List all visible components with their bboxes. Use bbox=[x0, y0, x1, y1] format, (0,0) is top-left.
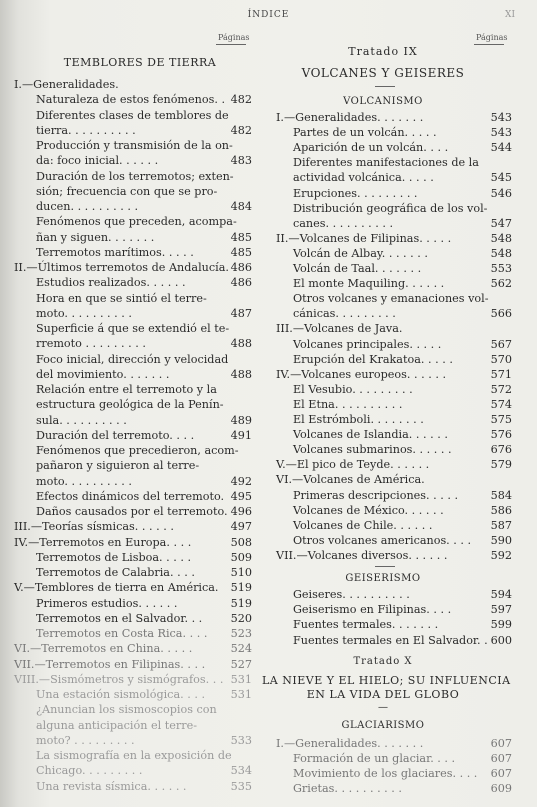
toc-entry-label: Naturaleza de estos fenómenos. . bbox=[36, 93, 226, 107]
toc-entry bbox=[36, 688, 252, 701]
section-title-temblores: TEMBLORES DE TIERRA bbox=[63, 56, 217, 69]
toc-entry bbox=[293, 428, 512, 441]
toc-entry bbox=[276, 458, 512, 471]
toc-entry-label: Geiseres. . . . . . . . . . bbox=[293, 588, 410, 601]
toc-entry-label: Volcanes submarinos. . . . . . bbox=[293, 443, 452, 457]
toc-entry bbox=[293, 292, 512, 305]
running-header-title: ÍNDICE bbox=[247, 10, 290, 20]
toc-entry-page: 571 bbox=[490, 367, 512, 381]
toc-entry-label: Chicago. . . . . . . . . bbox=[36, 764, 143, 778]
toc-entry-page: 485 bbox=[230, 230, 252, 244]
toc-entry-page: 600 bbox=[490, 633, 512, 647]
toc-entry bbox=[36, 551, 252, 564]
toc-entry bbox=[36, 170, 252, 183]
toc-entry-page: 597 bbox=[490, 603, 512, 617]
toc-entry-page: 534 bbox=[230, 764, 252, 778]
toc-entry-label: I.—Generalidades. bbox=[14, 78, 119, 91]
toc-entry bbox=[36, 139, 252, 152]
toc-entry-label: Fuentes termales en El Salvador. . bbox=[293, 633, 488, 647]
toc-entry-label: moto? . . . . . . . . . bbox=[36, 733, 135, 747]
toc-entry-label: actividad volcánica. . . . . bbox=[293, 171, 434, 185]
toc-entry-label: rremoto . . . . . . . . . bbox=[36, 337, 146, 351]
toc-entry-page: 567 bbox=[490, 337, 512, 351]
toc-entry-page: 489 bbox=[230, 413, 252, 427]
toc-entry bbox=[293, 634, 512, 647]
toc-entry bbox=[36, 368, 252, 381]
toc-entry bbox=[276, 232, 512, 245]
toc-entry-page: 607 bbox=[490, 737, 512, 750]
toc-entry-page: 599 bbox=[490, 618, 512, 632]
toc-entry-page: 492 bbox=[230, 474, 252, 488]
toc-entry bbox=[36, 475, 252, 488]
toc-entry bbox=[14, 658, 252, 671]
toc-entry bbox=[293, 338, 512, 351]
toc-entry-label: Relación entre el terremoto y la bbox=[36, 383, 217, 396]
toc-entry-page: 592 bbox=[490, 548, 512, 562]
toc-entry-label: Duración de los terremotos; exten- bbox=[36, 169, 234, 183]
toc-entry bbox=[36, 597, 252, 610]
toc-entry-label: Volcán de Albay. . . . . . . bbox=[293, 246, 428, 260]
toc-entry bbox=[293, 307, 512, 320]
toc-entry-page: 485 bbox=[230, 245, 252, 259]
toc-entry-label: sula. . . . . . . . . . bbox=[36, 413, 127, 427]
toc-entry-page: 562 bbox=[490, 277, 512, 291]
toc-entry-label: Volcanes de Chile. . . . . . bbox=[293, 518, 433, 532]
toc-entry-page: 590 bbox=[490, 533, 512, 547]
toc-entry-page: 586 bbox=[490, 503, 512, 517]
toc-entry-label: La sismografía en la exposición de bbox=[36, 749, 232, 762]
toc-entry-label: Fenómenos que precedieron, acom- bbox=[36, 444, 239, 457]
toc-entry-label: Grietas. . . . . . . . . . bbox=[293, 782, 402, 795]
toc-entry bbox=[14, 536, 252, 549]
toc-entry-label: Volcán de Taal. . . . . . . bbox=[293, 262, 422, 275]
toc-entry bbox=[293, 247, 512, 260]
toc-entry-page: 575 bbox=[490, 413, 512, 426]
toc-entry bbox=[36, 764, 252, 777]
toc-entry-label: Primeros estudios. . . . . . bbox=[36, 596, 178, 610]
toc-entry-page: 607 bbox=[490, 752, 512, 765]
toc-entry-label: II.—Volcanes de Filipinas. . . . . bbox=[276, 231, 452, 245]
toc-entry-page: 572 bbox=[490, 382, 512, 396]
geiserismo-title: GEISERISMO bbox=[345, 573, 421, 584]
toc-entry bbox=[293, 767, 512, 780]
toc-entry bbox=[276, 737, 512, 750]
toc-entry-page: 545 bbox=[490, 171, 512, 185]
toc-entry-page: 543 bbox=[490, 126, 512, 140]
toc-entry bbox=[36, 200, 252, 213]
toc-entry bbox=[36, 383, 252, 396]
toc-entry-page: 484 bbox=[230, 200, 252, 213]
toc-entry-label: V.—El pico de Teyde. . . . . . bbox=[276, 458, 430, 472]
toc-entry-page: 533 bbox=[230, 733, 252, 747]
toc-entry bbox=[36, 627, 252, 640]
toc-entry bbox=[293, 383, 512, 396]
toc-entry-page: 587 bbox=[490, 518, 512, 532]
toc-entry-label: Daños causados por el terremoto. bbox=[36, 505, 228, 518]
toc-entry bbox=[36, 109, 252, 122]
toc-entry bbox=[293, 752, 512, 765]
toc-entry-label: Efectos dinámicos del terremoto. bbox=[36, 489, 225, 503]
toc-entry bbox=[36, 719, 252, 732]
toc-entry bbox=[293, 588, 512, 601]
toc-entry bbox=[14, 261, 252, 274]
toc-entry bbox=[293, 782, 512, 795]
toc-entry bbox=[36, 93, 252, 106]
toc-entry bbox=[293, 171, 512, 184]
toc-entry-label: IV.—Terremotos en Europa. . . . bbox=[14, 535, 192, 549]
toc-entry bbox=[36, 276, 252, 289]
toc-entry bbox=[293, 262, 512, 275]
toc-entry-label: VI.—Terremotos en China. . . . . bbox=[14, 642, 193, 656]
toc-entry-page: 546 bbox=[490, 186, 512, 200]
toc-entry-page: 495 bbox=[230, 489, 252, 503]
toc-entry bbox=[36, 780, 252, 793]
toc-entry-label: Diferentes manifestaciones de la bbox=[293, 156, 479, 170]
toc-entry-label: Otros volcanes americanos. . . . bbox=[293, 533, 472, 547]
toc-entry-page: 607 bbox=[490, 767, 512, 780]
toc-entry-page: 547 bbox=[490, 216, 512, 230]
toc-entry-page: 609 bbox=[490, 782, 512, 795]
toc-entry bbox=[36, 337, 252, 350]
toc-entry-label: Otros volcanes y emanaciones vol- bbox=[293, 292, 489, 306]
toc-entry bbox=[36, 398, 252, 411]
toc-entry-page: 574 bbox=[490, 397, 512, 411]
toc-entry-page: 548 bbox=[490, 246, 512, 260]
toc-entry bbox=[293, 398, 512, 411]
toc-entry bbox=[276, 473, 512, 486]
toc-entry bbox=[36, 429, 252, 442]
toc-entry bbox=[293, 504, 512, 517]
toc-entry-label: III.—Volcanes de Java. bbox=[276, 322, 403, 336]
page-number: XI bbox=[505, 10, 515, 20]
toc-entry-label: El Estrómboli. . . . . . . . bbox=[293, 413, 424, 426]
treatise-9-title: VOLCANES Y GEISERES bbox=[301, 66, 465, 80]
toc-entry-page: 488 bbox=[230, 367, 252, 381]
toc-entry-page: 483 bbox=[230, 154, 252, 168]
toc-entry bbox=[293, 618, 512, 631]
toc-entry-label: VII.—Volcanes diversos. . . . . . bbox=[276, 548, 448, 562]
toc-entry-label: Volcanes de Islandia. . . . . . bbox=[293, 428, 448, 442]
toc-entry-page: 524 bbox=[230, 642, 252, 656]
treatise-10-title-line2: EN LA VIDA DEL GLOBO bbox=[306, 688, 460, 701]
toc-entry-page: 497 bbox=[230, 520, 252, 534]
toc-entry-label: del movimiento. . . . . . . bbox=[36, 367, 170, 381]
toc-entry-label: estructura geológica de la Penín- bbox=[36, 398, 224, 412]
toc-entry-label: VIII.—Sismómetros y sismógrafos. . . bbox=[14, 672, 224, 686]
toc-entry-page: 508 bbox=[230, 535, 252, 549]
toc-entry-label: Producción y transmisión de la on- bbox=[36, 139, 233, 152]
toc-entry-label: Erupciones. . . . . . . . . bbox=[293, 186, 418, 200]
toc-entry-label: da: foco inicial. . . . . . bbox=[36, 154, 159, 168]
toc-entry-label: Terremotos de Lisboa. . . . . bbox=[36, 550, 192, 564]
toc-entry bbox=[36, 124, 252, 137]
toc-entry-page: 496 bbox=[230, 505, 252, 518]
toc-entry-label: Hora en que se sintió el terre- bbox=[36, 291, 207, 305]
toc-entry-label: alguna anticipación el terre- bbox=[36, 718, 197, 732]
toc-entry bbox=[293, 141, 512, 154]
toc-entry bbox=[36, 185, 252, 198]
toc-entry-label: canes. . . . . . . . . . bbox=[293, 216, 394, 230]
toc-entry-label: ¿Anuncian los sismoscopios con bbox=[36, 703, 217, 717]
toc-entry-label: Foco inicial, dirección y velocidad bbox=[36, 352, 229, 366]
toc-entry-label: Formación de un glaciar. . . . bbox=[293, 752, 456, 765]
toc-entry bbox=[276, 368, 512, 381]
toc-entry-label: pañaron y siguieron al terre- bbox=[36, 459, 200, 473]
toc-entry-label: II.—Últimos terremotos de Andalucía. bbox=[14, 261, 229, 274]
toc-entry-label: Fuentes termales. . . . . . . bbox=[293, 618, 439, 632]
toc-entry-label: IV.—Volcanes europeos. . . . . . bbox=[276, 367, 446, 381]
toc-entry bbox=[36, 612, 252, 625]
toc-entry-label: Erupción del Krakatoa. . . . . bbox=[293, 352, 453, 366]
glaciarismo-title: GLACIARISMO bbox=[341, 720, 425, 731]
toc-entry bbox=[293, 443, 512, 456]
toc-entry-page: 509 bbox=[230, 550, 252, 564]
toc-entry-label: Terremotos de Calabria. . . . bbox=[36, 566, 195, 579]
toc-entry-label: Duración del terremoto. . . . bbox=[36, 428, 195, 442]
toc-entry-page: 594 bbox=[490, 588, 512, 601]
toc-entry-label: V.—Temblores de tierra en América. bbox=[14, 581, 219, 595]
volcanismo-title: VOLCANISMO bbox=[343, 96, 423, 107]
toc-entry-page: 486 bbox=[230, 276, 252, 290]
toc-entry-label: tierra. . . . . . . . . . bbox=[36, 123, 136, 137]
toc-entry bbox=[14, 78, 252, 91]
divider-rule bbox=[375, 86, 395, 87]
toc-entry-label: Volcanes de México. . . . . . bbox=[293, 503, 444, 517]
toc-entry-page: 520 bbox=[230, 611, 252, 625]
toc-entry-label: ñan y siguen. . . . . . . bbox=[36, 230, 155, 244]
toc-entry bbox=[36, 154, 252, 167]
toc-entry-page: 519 bbox=[230, 581, 252, 595]
toc-entry bbox=[36, 490, 252, 503]
toc-entry-page: 487 bbox=[230, 306, 252, 320]
toc-entry-label: Partes de un volcán. . . . . bbox=[293, 126, 437, 140]
toc-entry-label: VI.—Volcanes de América. bbox=[276, 473, 425, 487]
title-dash: — bbox=[378, 702, 388, 713]
toc-entry bbox=[14, 673, 252, 686]
toc-entry bbox=[293, 277, 512, 290]
toc-entry bbox=[36, 703, 252, 716]
toc-entry-page: 523 bbox=[230, 627, 252, 640]
divider-rule bbox=[375, 566, 395, 567]
toc-entry bbox=[36, 505, 252, 518]
toc-entry-page: 543 bbox=[490, 111, 512, 124]
toc-entry bbox=[293, 534, 512, 547]
toc-entry-label: ducen. . . . . . . . . . bbox=[36, 200, 139, 213]
toc-entry bbox=[293, 126, 512, 139]
toc-entry bbox=[293, 519, 512, 532]
toc-entry-label: moto. . . . . . . . . . bbox=[36, 306, 132, 320]
toc-entry bbox=[276, 111, 512, 124]
toc-entry bbox=[36, 459, 252, 472]
toc-entry-label: Una estación sismológica. . . . bbox=[36, 688, 206, 701]
toc-entry-label: Una revista sísmica. . . . . . bbox=[36, 779, 187, 793]
toc-entry-label: moto. . . . . . . . . . bbox=[36, 474, 132, 488]
pages-label-left: Páginas bbox=[218, 33, 250, 42]
treatise-10-label: Tratado X bbox=[353, 656, 413, 667]
toc-entry bbox=[36, 749, 252, 762]
toc-entry-label: Estudios realizados. . . . . . bbox=[36, 276, 186, 290]
toc-entry-page: 527 bbox=[230, 657, 252, 671]
toc-entry bbox=[293, 202, 512, 215]
toc-entry bbox=[293, 353, 512, 366]
toc-entry-label: El Vesubio. . . . . . . . . bbox=[293, 382, 413, 396]
toc-entry-page: 579 bbox=[490, 458, 512, 472]
treatise-10-title-line1: LA NIEVE Y EL HIELO; SU INFLUENCIA bbox=[262, 674, 511, 687]
toc-entry bbox=[293, 217, 512, 230]
toc-entry-label: Fenómenos que preceden, acompa- bbox=[36, 215, 237, 229]
toc-entry bbox=[36, 566, 252, 579]
toc-entry-page: 535 bbox=[230, 779, 252, 793]
toc-entry-label: Distribución geográfica de los vol- bbox=[293, 201, 488, 215]
toc-entry bbox=[14, 642, 252, 655]
toc-entry bbox=[276, 549, 512, 562]
toc-entry-page: 544 bbox=[490, 141, 512, 155]
toc-entry-page: 531 bbox=[230, 672, 252, 686]
toc-entry-page: 548 bbox=[490, 231, 512, 245]
toc-entry bbox=[293, 489, 512, 502]
toc-entry-page: 519 bbox=[230, 596, 252, 610]
pages-label-right: Páginas bbox=[476, 33, 508, 42]
toc-entry-label: Superficie á que se extendió el te- bbox=[36, 322, 230, 335]
toc-entry-page: 482 bbox=[230, 93, 252, 107]
toc-entry-page: 482 bbox=[230, 123, 252, 137]
toc-entry bbox=[293, 156, 512, 169]
toc-entry-label: El monte Maquiling. . . . . . bbox=[293, 277, 445, 291]
toc-entry bbox=[36, 414, 252, 427]
toc-entry-label: Diferentes clases de temblores de bbox=[36, 108, 229, 122]
toc-entry-page: 570 bbox=[490, 352, 512, 366]
toc-entry-label: Primeras descripciones. . . . . bbox=[293, 488, 459, 502]
toc-entry bbox=[293, 603, 512, 616]
toc-entry-page: 584 bbox=[490, 488, 512, 502]
toc-entry bbox=[276, 322, 512, 335]
toc-entry bbox=[36, 215, 252, 228]
toc-entry bbox=[36, 292, 252, 305]
toc-entry-label: Terremotos en Costa Rica. . . . bbox=[36, 627, 208, 640]
toc-entry-label: I.—Generalidades. . . . . . . bbox=[276, 737, 424, 750]
toc-entry-label: Geiserismo en Filipinas. . . . bbox=[293, 603, 452, 617]
toc-entry bbox=[36, 734, 252, 747]
toc-entry bbox=[36, 307, 252, 320]
toc-entry-label: Movimiento de los glaciares. . . . bbox=[293, 767, 478, 780]
toc-entry bbox=[36, 444, 252, 457]
toc-entry-page: 576 bbox=[490, 428, 512, 442]
pages-label-left-rule bbox=[216, 44, 246, 45]
toc-entry bbox=[36, 231, 252, 244]
toc-entry-label: I.—Generalidades. . . . . . . bbox=[276, 111, 424, 124]
toc-entry-label: El Etna. . . . . . . . . . bbox=[293, 397, 403, 411]
toc-entry bbox=[293, 413, 512, 426]
toc-entry-page: 488 bbox=[230, 337, 252, 351]
toc-entry-page: 553 bbox=[490, 262, 512, 275]
toc-entry bbox=[14, 581, 252, 594]
toc-entry bbox=[36, 322, 252, 335]
toc-entry-label: VII.—Terremotos en Filipinas. . . . bbox=[14, 657, 206, 671]
toc-entry-label: Volcanes principales. . . . . bbox=[293, 337, 442, 351]
toc-entry bbox=[14, 520, 252, 533]
toc-entry-page: 676 bbox=[490, 443, 512, 457]
toc-entry-label: III.—Teorías sísmicas. . . . . . bbox=[14, 520, 174, 534]
toc-entry bbox=[293, 187, 512, 200]
toc-entry-page: 510 bbox=[230, 566, 252, 579]
treatise-9-label: Tratado IX bbox=[348, 45, 418, 58]
toc-entry-page: 491 bbox=[230, 428, 252, 442]
toc-entry-page: 486 bbox=[230, 261, 252, 274]
toc-entry-page: 531 bbox=[230, 688, 252, 701]
toc-entry bbox=[36, 353, 252, 366]
toc-entry bbox=[36, 246, 252, 259]
toc-entry-label: Terremotos en el Salvador. . . bbox=[36, 611, 203, 625]
toc-entry-page: 566 bbox=[490, 307, 512, 321]
toc-entry-label: sión; frecuencia con que se pro- bbox=[36, 184, 218, 198]
toc-entry-label: cánicas. . . . . . . . . bbox=[293, 307, 396, 321]
toc-entry-label: Terremotos marítimos. . . . . bbox=[36, 245, 194, 259]
toc-entry-label: Aparición de un volcán. . . . bbox=[293, 141, 449, 155]
